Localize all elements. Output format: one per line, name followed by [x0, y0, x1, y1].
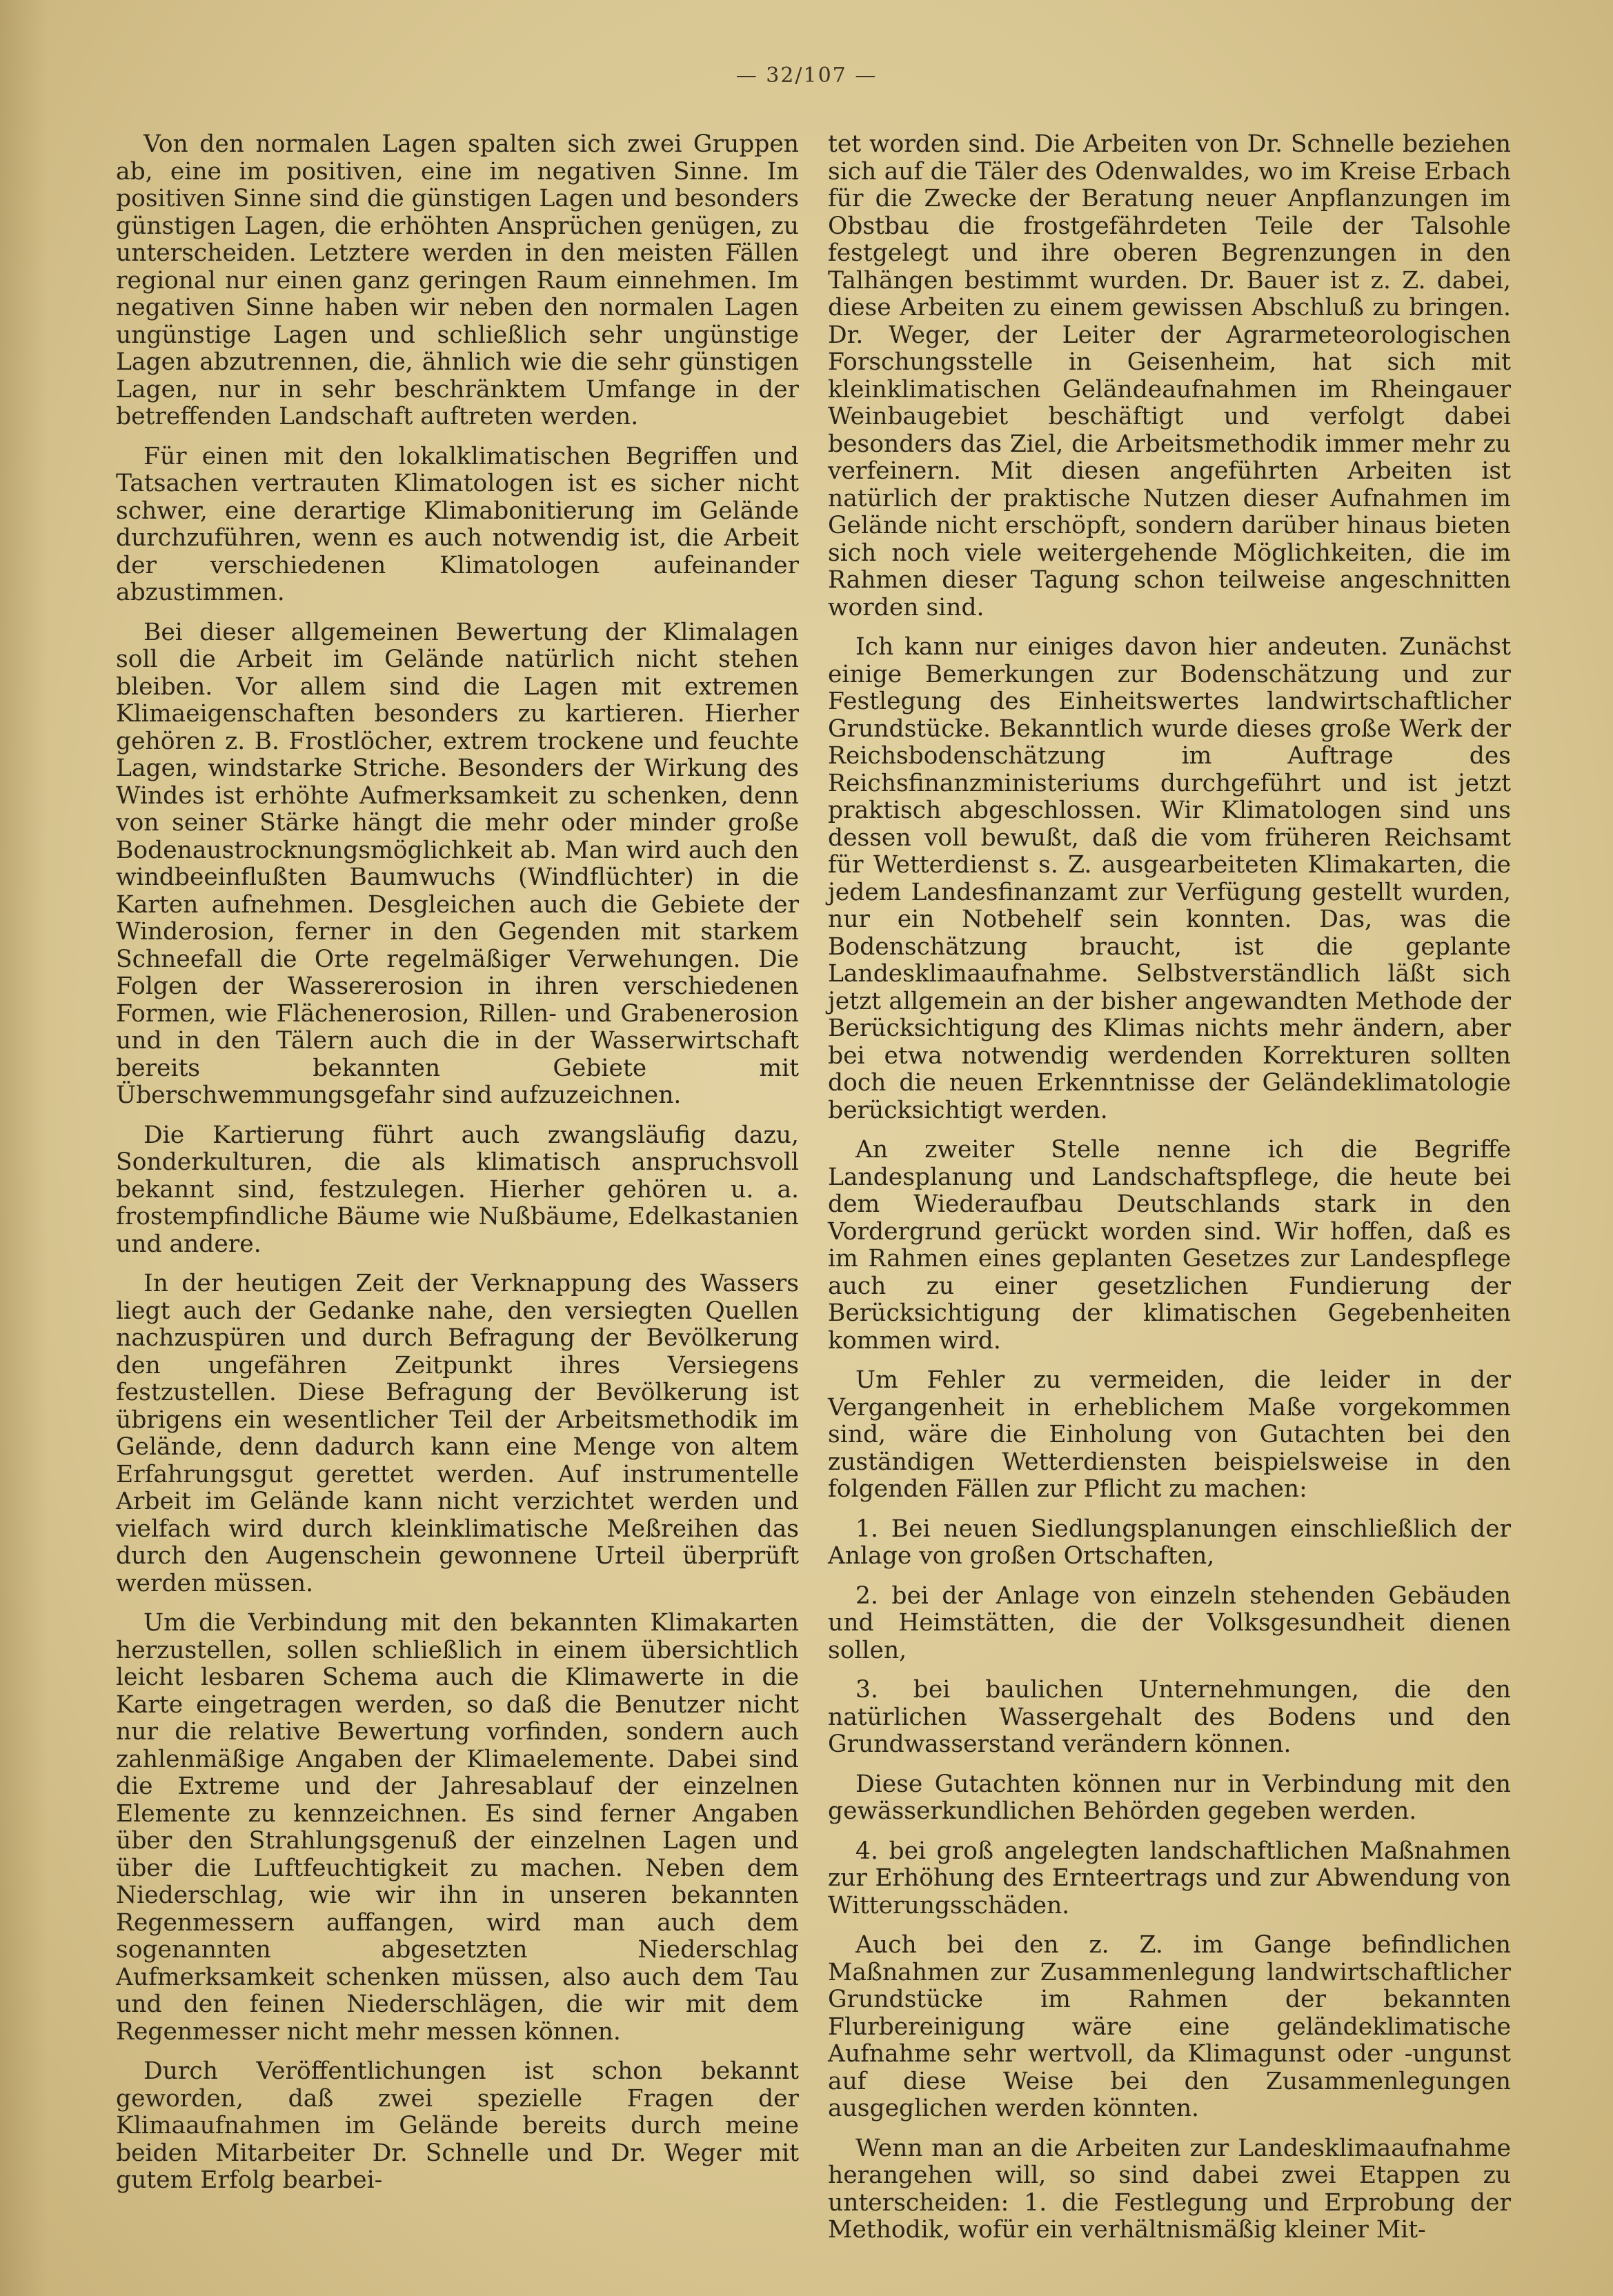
paragraph: An zweiter Stelle nenne ich die Begriffe Landesplanung und Landschaftspflege, die heute bei dem Wiederaufbau Deutschlands stark in den Vordergrund gerückt worden sind. Wir hoffen, daß es im Rahmen eines geplanten Gesetzes zur Landespflege auch zu einer gesetzlichen Fundierung der Berücksichtigung der klimatischen Gegebenheiten kommen wird. — [828, 1136, 1511, 1355]
paragraph: In der heutigen Zeit der Verknappung des Wassers liegt auch der Gedanke nahe, den versiegten Quellen nachzuspüren und durch Befragung der Bevölkerung den ungefähren Zeitpunkt ihres Versiegens festzustellen. Diese Befragung der Bevölkerung ist übrigens ein wesentlicher Teil der Arbeitsmethodik im Gelände, denn dadurch kann eine Menge von altem Erfahrungsgut gerettet werden. Auf instrumentelle Arbeit im Gelände kann nicht verzichtet werden und vielfach wird durch kleinklimatische Meßreihen das durch den Augenschein gewonnene Urteil überprüft werden müssen. — [116, 1270, 799, 1597]
list-item: 3. bei baulichen Unternehmungen, die den natürlichen Wassergehalt des Bodens und den Grundwasserstand verändern können. — [828, 1676, 1511, 1758]
right-column — [828, 131, 1511, 2244]
paragraph: Durch Veröffentlichungen ist schon bekannt geworden, daß zwei spezielle Fragen der Klimaaufnahmen im Gelände bereits durch meine beiden Mitarbeiter Dr. Schnelle und Dr. Weger mit gutem Erfolg bearbei- — [116, 2057, 799, 2194]
paragraph: Die Kartierung führt auch zwangsläufig dazu, Sonderkulturen, die als klimatisch anspruchsvoll bekannt sind, festzulegen. Hierher gehören u. a. frostempfindliche Bäume wie Nußbäume, Edelkastanien und andere. — [116, 1121, 799, 1258]
list-item: 4. bei groß angelegten landschaftlichen Maßnahmen zur Erhöhung des Ernteertrags und zur Abwendung von Witterungsschäden. — [828, 1837, 1511, 1919]
paragraph: Diese Gutachten können nur in Verbindung mit den gewässerkundlichen Behörden gegeben werden. — [828, 1770, 1511, 1825]
paragraph: Um die Verbindung mit den bekannten Klimakarten herzustellen, sollen schließlich in einem übersichtlich leicht lesbaren Schema auch die Klimawerte in die Karte eingetragen werden, so daß die Benutzer nicht nur die relative Bewertung vorfinden, sondern auch zahlenmäßige Angaben der Klimaelemente. Dabei sind die Extreme und der Jahresablauf der einzelnen Elemente zu kennzeichnen. Es sind ferner Angaben über den Strahlungsgenuß der einzelnen Lagen und über die Luftfeuchtigkeit zu machen. Neben dem Niederschlag, wie wir ihn in unseren bekannten Regenmessern auffangen, wird man auch dem sogenannten abgesetzten Niederschlag Aufmerksamkeit schenken müssen, also auch dem Tau und den feinen Niederschlägen, die wir mit dem Regenmesser nicht mehr messen können. — [116, 1609, 799, 2046]
page-number: — 32/107 — — [735, 63, 878, 88]
paragraph: Auch bei den z. Z. im Gange befindlichen Maßnahmen zur Zusammenlegung landwirtschaftlicher Grundstücke im Rahmen der bekannten Flurbereinigung wäre eine geländeklimatische Aufnahme sehr wertvoll, da Klimagunst oder -ungunst auf diese Weise bei den Zusammenlegungen ausgeglichen werden könnten. — [828, 1931, 1511, 2122]
list-item: 1. Bei neuen Siedlungsplanungen einschließlich der Anlage von großen Ortschaften, — [828, 1515, 1511, 1570]
left-column — [116, 131, 799, 2195]
paragraph: Von den normalen Lagen spalten sich zwei Gruppen ab, eine im positiven, eine im negativen Sinne. Im positiven Sinne sind die günstigen Lagen und besonders günstigen Lagen, die erhöhten Ansprüchen genügen, zu unterscheiden. Letztere werden in den meisten Fällen regional nur einen ganz geringen Raum einnehmen. Im negativen Sinne haben wir neben den normalen Lagen ungünstige Lagen und schließlich sehr ungünstige Lagen abzutrennen, die, ähnlich wie die sehr günstigen Lagen, nur in sehr beschränktem Umfange in der betreffenden Landschaft auftreten werden. — [116, 130, 799, 430]
paragraph: Wenn man an die Arbeiten zur Landesklimaaufnahme herangehen will, so sind dabei zwei Etappen zu unterscheiden: 1. die Festlegung und Erprobung der Methodik, wofür ein verhältnismäßig kleiner Mit- — [828, 2134, 1511, 2244]
paragraph: Ich kann nur einiges davon hier andeuten. Zunächst einige Bemerkungen zur Bodenschätzung und zur Festlegung des Einheitswertes landwirtschaftlicher Grundstücke. Bekanntlich wurde dieses große Werk der Reichsbodenschätzung im Auftrage des Reichsfinanzministeriums durchgeführt und ist jetzt praktisch abgeschlossen. Wir Klimatologen sind uns dessen voll bewußt, daß die vom früheren Reichsamt für Wetterdienst s. Z. ausgearbeiteten Klimakarten, die jedem Landesfinanzamt zur Verfügung gestellt wurden, nur ein Notbehelf sein konnten. Das, was die Bodenschätzung braucht, ist die geplante Landesklimaaufnahme. Selbstverständlich läßt sich jetzt allgemein an der bisher angewandten Methode der Berücksichtigung des Klimas nichts mehr ändern, aber bei etwa notwendig werdenden Korrekturen sollten doch die neuen Erkenntnisse der Geländeklimatologie berücksichtigt werden. — [828, 633, 1511, 1124]
paragraph: Bei dieser allgemeinen Bewertung der Klimalagen soll die Arbeit im Gelände natürlich nicht stehen bleiben. Vor allem sind die Lagen mit extremen Klimaeigenschaften besonders zu kartieren. Hierher gehören z. B. Frostlöcher, extrem trockene und feuchte Lagen, windstarke Striche. Besonders der Wirkung des Windes ist erhöhte Aufmerksamkeit zu schenken, denn von seiner Stärke hängt die mehr oder minder große Bodenaustrocknungsmöglichkeit ab. Man wird auch den windbeeinflußten Baumwuchs (Windflüchter) in die Karten aufnehmen. Desgleichen auch die Gebiete der Winderosion, ferner in den Gegenden mit starkem Schneefall die Orte regelmäßiger Verwehungen. Die Folgen der Wassererosion in ihren verschiedenen Formen, wie Flächenerosion, Rillen- und Grabenerosion und in den Tälern auch die in der Wasserwirtschaft bereits bekannten Gebiete mit Überschwemmungsgefahr sind aufzuzeichnen. — [116, 618, 799, 1109]
page-edge-shadow — [0, 0, 48, 2296]
paragraph: Um Fehler zu vermeiden, die leider in der Vergangenheit in erheblichem Maße vorgekommen sind, wäre die Einholung von Gutachten bei den zuständigen Wetterdiensten beispielsweise in den folgenden Fällen zur Pflicht zu machen: — [828, 1366, 1511, 1503]
paragraph: Für einen mit den lokalklimatischen Begriffen und Tatsachen vertrauten Klimatologen ist es sicher nicht schwer, eine derartige Klimabonitierung im Gelände durchzuführen, wenn es auch notwendig ist, die Arbeit der verschiedenen Klimatologen aufeinander abzustimmen. — [116, 442, 799, 606]
list-item: 2. bei der Anlage von einzeln stehenden Gebäuden und Heimstätten, die der Volksgesundheit dienen sollen, — [828, 1581, 1511, 1664]
paragraph: tet worden sind. Die Arbeiten von Dr. Schnelle beziehen sich auf die Täler des Odenwaldes, wo im Kreise Erbach für die Zwecke der Beratung neuer Anpflanzungen im Obstbau die frostgefährdeten Teile der Talsohle festgelegt und ihre oberen Begrenzungen in den Talhängen bestimmt wurden. Dr. Bauer ist z. Z. dabei, diese Arbeiten zu einem gewissen Abschluß zu bringen. Dr. Weger, der Leiter der Agrarmeteorologischen Forschungsstelle in Geisenheim, hat sich mit kleinklimatischen Geländeaufnahmen im Rheingauer Weinbaugebiet beschäftigt und verfolgt dabei besonders das Ziel, die Arbeitsmethodik immer mehr zu verfeinern. Mit diesen angeführten Arbeiten ist natürlich der praktische Nutzen dieser Aufnahmen im Gelände nicht erschöpft, sondern darüber hinaus bieten sich noch viele weitergehende Möglichkeiten, die im Rahmen dieser Tagung schon teilweise angeschnitten worden sind. — [828, 130, 1511, 621]
